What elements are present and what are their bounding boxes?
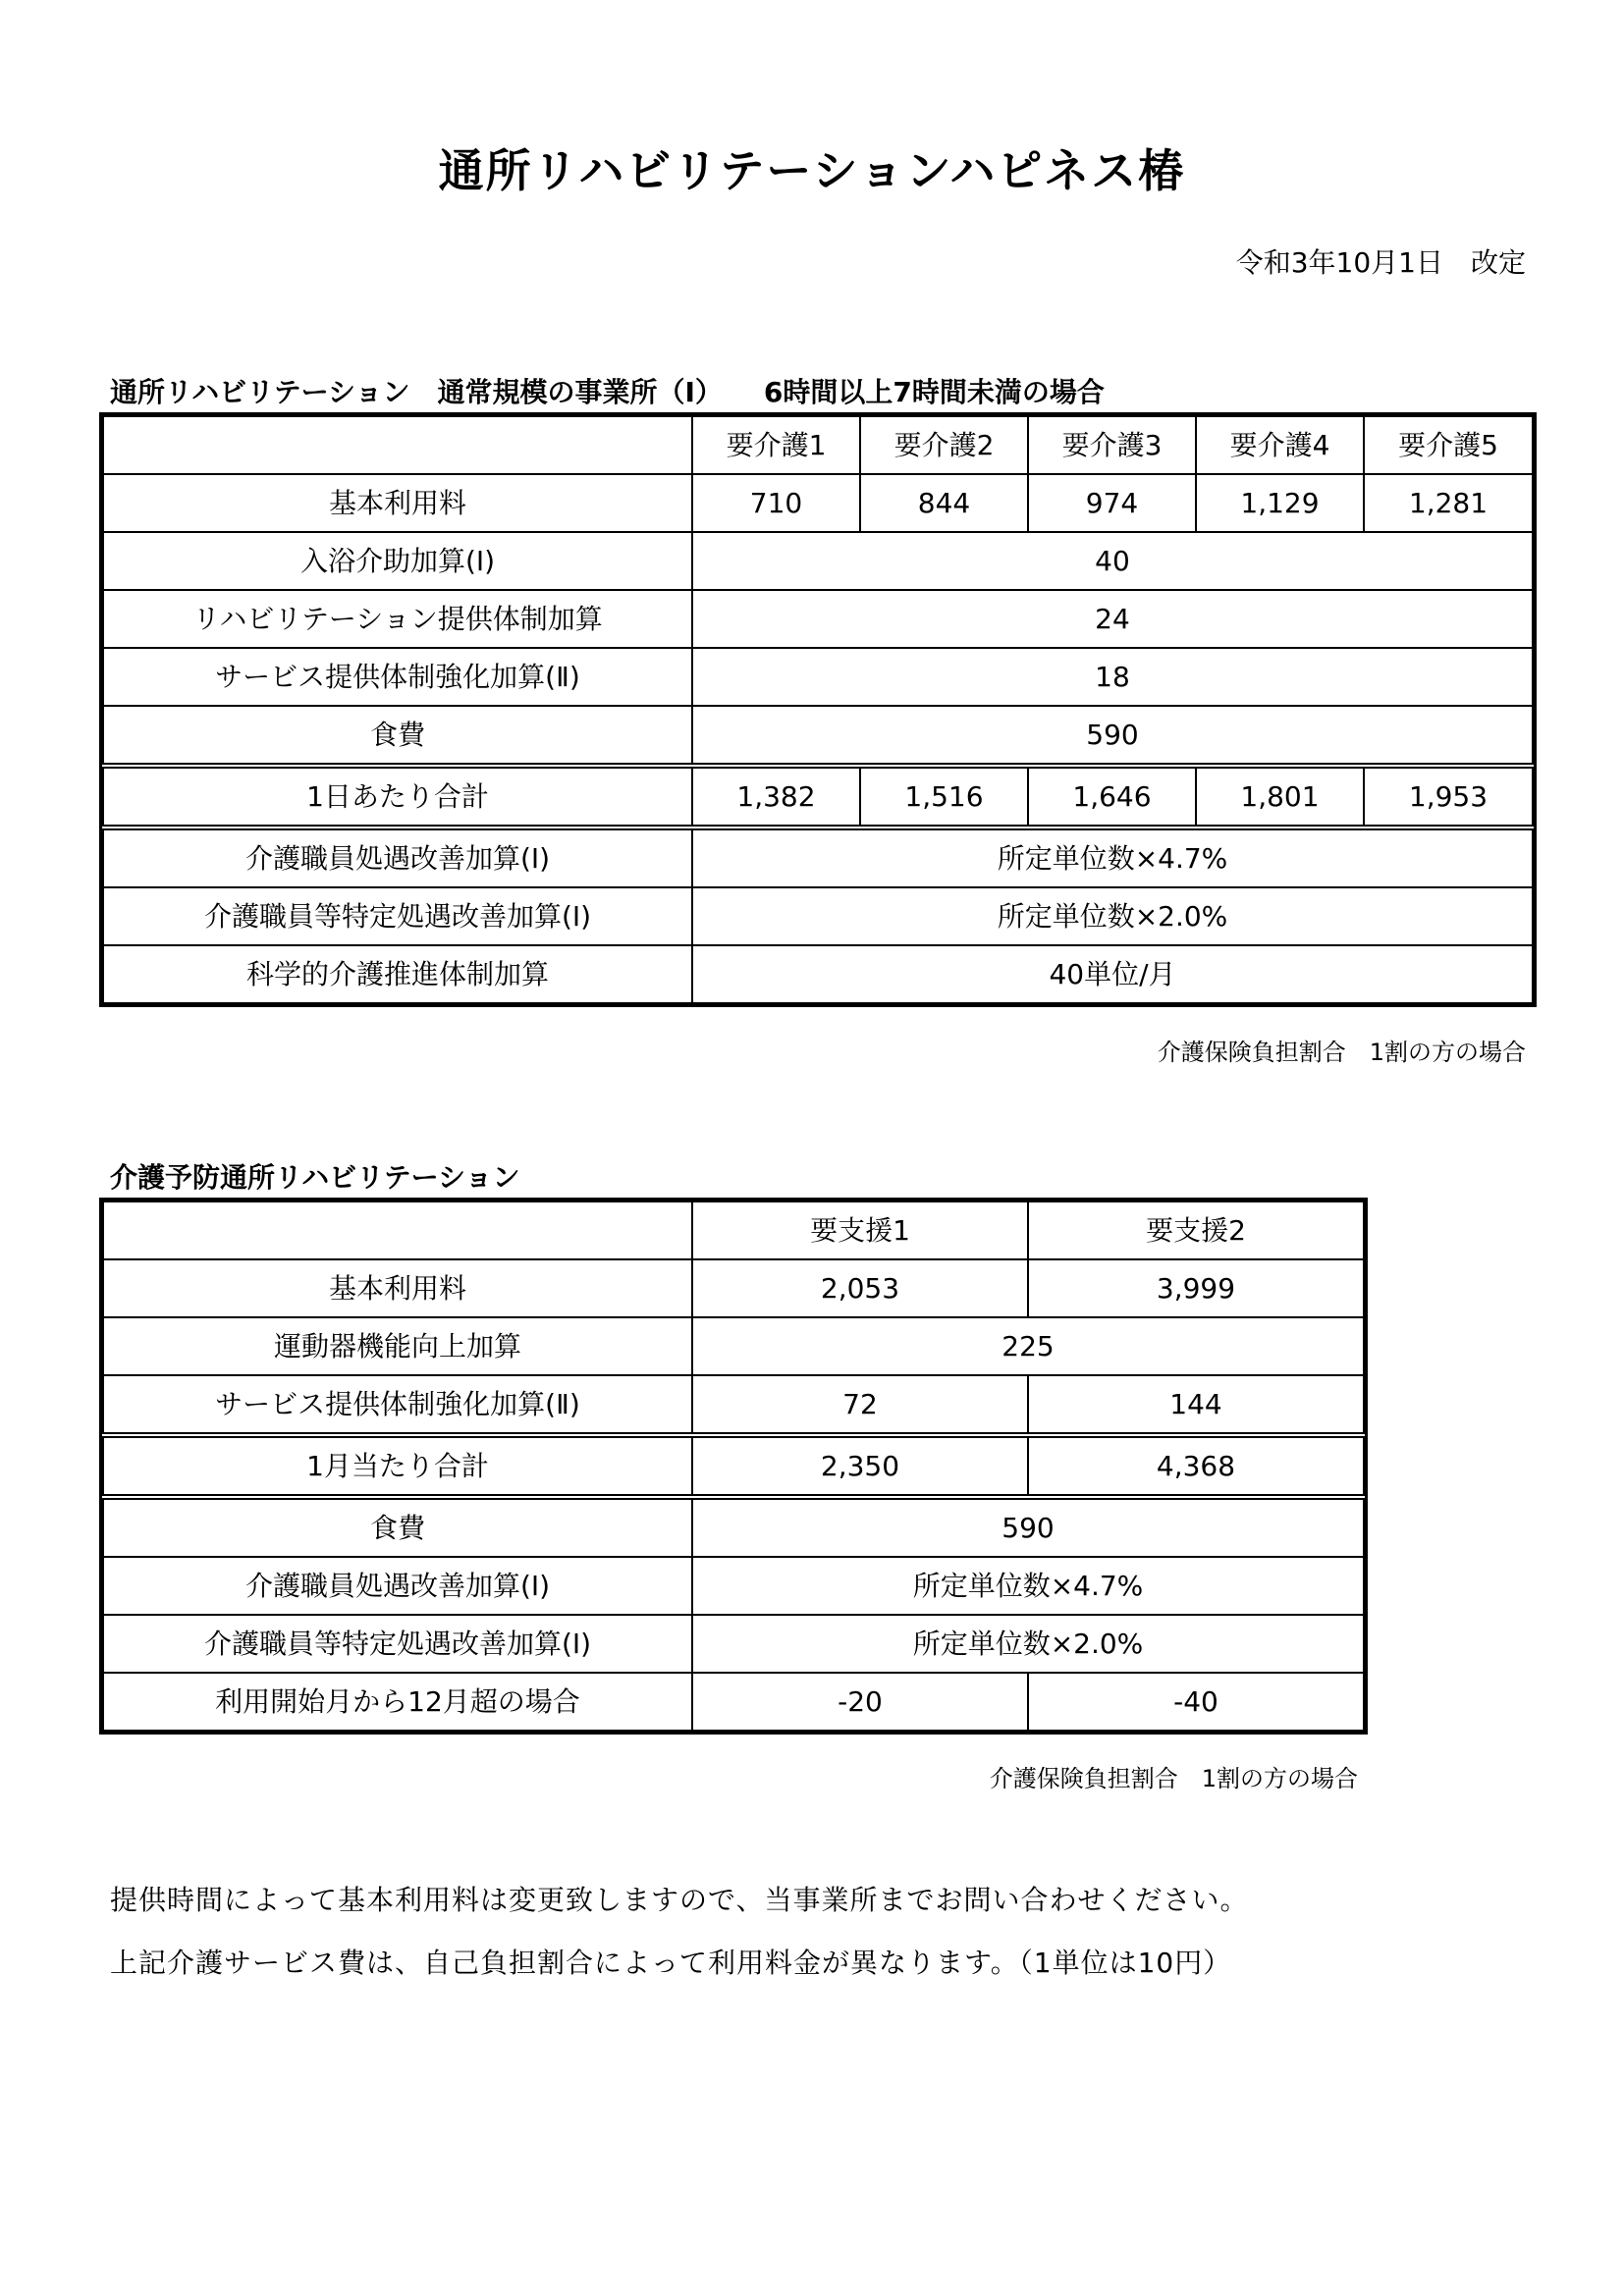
table-header-row: [103, 416, 1533, 474]
table-row: [103, 945, 1533, 1003]
table-row: [103, 828, 1533, 887]
table-row: [103, 648, 1533, 706]
row-label: 利用開始月から12月超の場合: [103, 1673, 692, 1731]
table-row: [103, 1615, 1364, 1673]
cell-value: 1,129: [1196, 474, 1364, 532]
cell-value: 2,350: [692, 1435, 1028, 1497]
row-label: 1月当たり合計: [103, 1435, 692, 1497]
table-total-row: [103, 1435, 1364, 1497]
footer-note-2: 上記介護サービス費は、自己負担割合によって利用料金が異なります。（1単位は10円）: [110, 1947, 1232, 1979]
section1-heading: 通所リハビリテーション 通常規模の事業所（Ⅰ） 6時間以上7時間未満の場合: [110, 376, 1105, 408]
table-row: [103, 1557, 1364, 1615]
cell-merged: 40単位/月: [692, 945, 1533, 1003]
cell-merged: 590: [692, 1497, 1364, 1557]
table-row: [103, 1375, 1364, 1435]
cell-value: 4,368: [1028, 1435, 1364, 1497]
cell-value: 974: [1028, 474, 1196, 532]
revision-date: 令和3年10月1日 改定: [1235, 246, 1526, 279]
row-label: 介護職員等特定処遇改善加算(Ⅰ): [103, 887, 692, 945]
row-label: 介護職員等特定処遇改善加算(Ⅰ): [103, 1615, 692, 1673]
table-row: [103, 474, 1533, 532]
row-label: 基本利用料: [103, 474, 692, 532]
cell-value: 1,382: [692, 766, 860, 828]
cell-merged: 590: [692, 706, 1533, 766]
cell-value: 1,281: [1364, 474, 1533, 532]
cell-merged: 24: [692, 590, 1533, 648]
cell-merged: 所定単位数×4.7%: [692, 828, 1533, 887]
table-row: [103, 706, 1533, 766]
table-row: [103, 590, 1533, 648]
cell-value: -20: [692, 1673, 1028, 1731]
care-fee-table: [102, 415, 1534, 1004]
cell-value: 1,516: [860, 766, 1028, 828]
footer-note-1: 提供時間によって基本利用料は変更致しますので、当事業所までお問い合わせください。: [110, 1884, 1249, 1916]
row-label: サービス提供体制強化加算(Ⅱ): [103, 648, 692, 706]
row-label: リハビリテーション提供体制加算: [103, 590, 692, 648]
prevention-fee-table: [102, 1201, 1365, 1732]
cell-merged: 18: [692, 648, 1533, 706]
row-label: 運動器機能向上加算: [103, 1317, 692, 1375]
row-label: 介護職員処遇改善加算(Ⅰ): [103, 828, 692, 887]
row-label: 1日あたり合計: [103, 766, 692, 828]
table-row: [103, 1317, 1364, 1375]
row-label: サービス提供体制強化加算(Ⅱ): [103, 1375, 692, 1435]
cell-value: 2,053: [692, 1259, 1028, 1317]
header-care-level-5: 要介護5: [1364, 416, 1533, 474]
section2-heading: 介護予防通所リハビリテーション: [110, 1161, 520, 1194]
cell-value: 72: [692, 1375, 1028, 1435]
row-label: 入浴介助加算(Ⅰ): [103, 532, 692, 590]
table-row: [103, 1497, 1364, 1557]
cell-merged: 所定単位数×4.7%: [692, 1557, 1364, 1615]
cell-value: 3,999: [1028, 1259, 1364, 1317]
header-care-level-1: 要介護1: [692, 416, 860, 474]
row-label: 介護職員処遇改善加算(Ⅰ): [103, 1557, 692, 1615]
header-empty: [103, 1201, 692, 1259]
cell-value: -40: [1028, 1673, 1364, 1731]
header-support-level-1: 要支援1: [692, 1201, 1028, 1259]
cell-merged: 所定単位数×2.0%: [692, 887, 1533, 945]
cell-value: 844: [860, 474, 1028, 532]
cell-merged: 40: [692, 532, 1533, 590]
section1-note: 介護保険負担割合 1割の方の場合: [1157, 1039, 1526, 1066]
cell-value: 1,646: [1028, 766, 1196, 828]
row-label: 科学的介護推進体制加算: [103, 945, 692, 1003]
table-header-row: [103, 1201, 1364, 1259]
header-care-level-2: 要介護2: [860, 416, 1028, 474]
row-label: 食費: [103, 1497, 692, 1557]
section2-note: 介護保険負担割合 1割の方の場合: [989, 1765, 1358, 1792]
header-care-level-4: 要介護4: [1196, 416, 1364, 474]
row-label: 食費: [103, 706, 692, 766]
header-care-level-3: 要介護3: [1028, 416, 1196, 474]
cell-value: 144: [1028, 1375, 1364, 1435]
row-label: 基本利用料: [103, 1259, 692, 1317]
cell-merged: 225: [692, 1317, 1364, 1375]
cell-merged: 所定単位数×2.0%: [692, 1615, 1364, 1673]
table-row: [103, 887, 1533, 945]
header-support-level-2: 要支援2: [1028, 1201, 1364, 1259]
table-row: [103, 532, 1533, 590]
table-row: [103, 1673, 1364, 1731]
table-total-row: [103, 766, 1533, 828]
table-row: [103, 1259, 1364, 1317]
cell-value: 710: [692, 474, 860, 532]
cell-value: 1,953: [1364, 766, 1533, 828]
page-title: 通所リハビリテーションハピネス椿: [438, 144, 1186, 197]
cell-value: 1,801: [1196, 766, 1364, 828]
header-empty: [103, 416, 692, 474]
